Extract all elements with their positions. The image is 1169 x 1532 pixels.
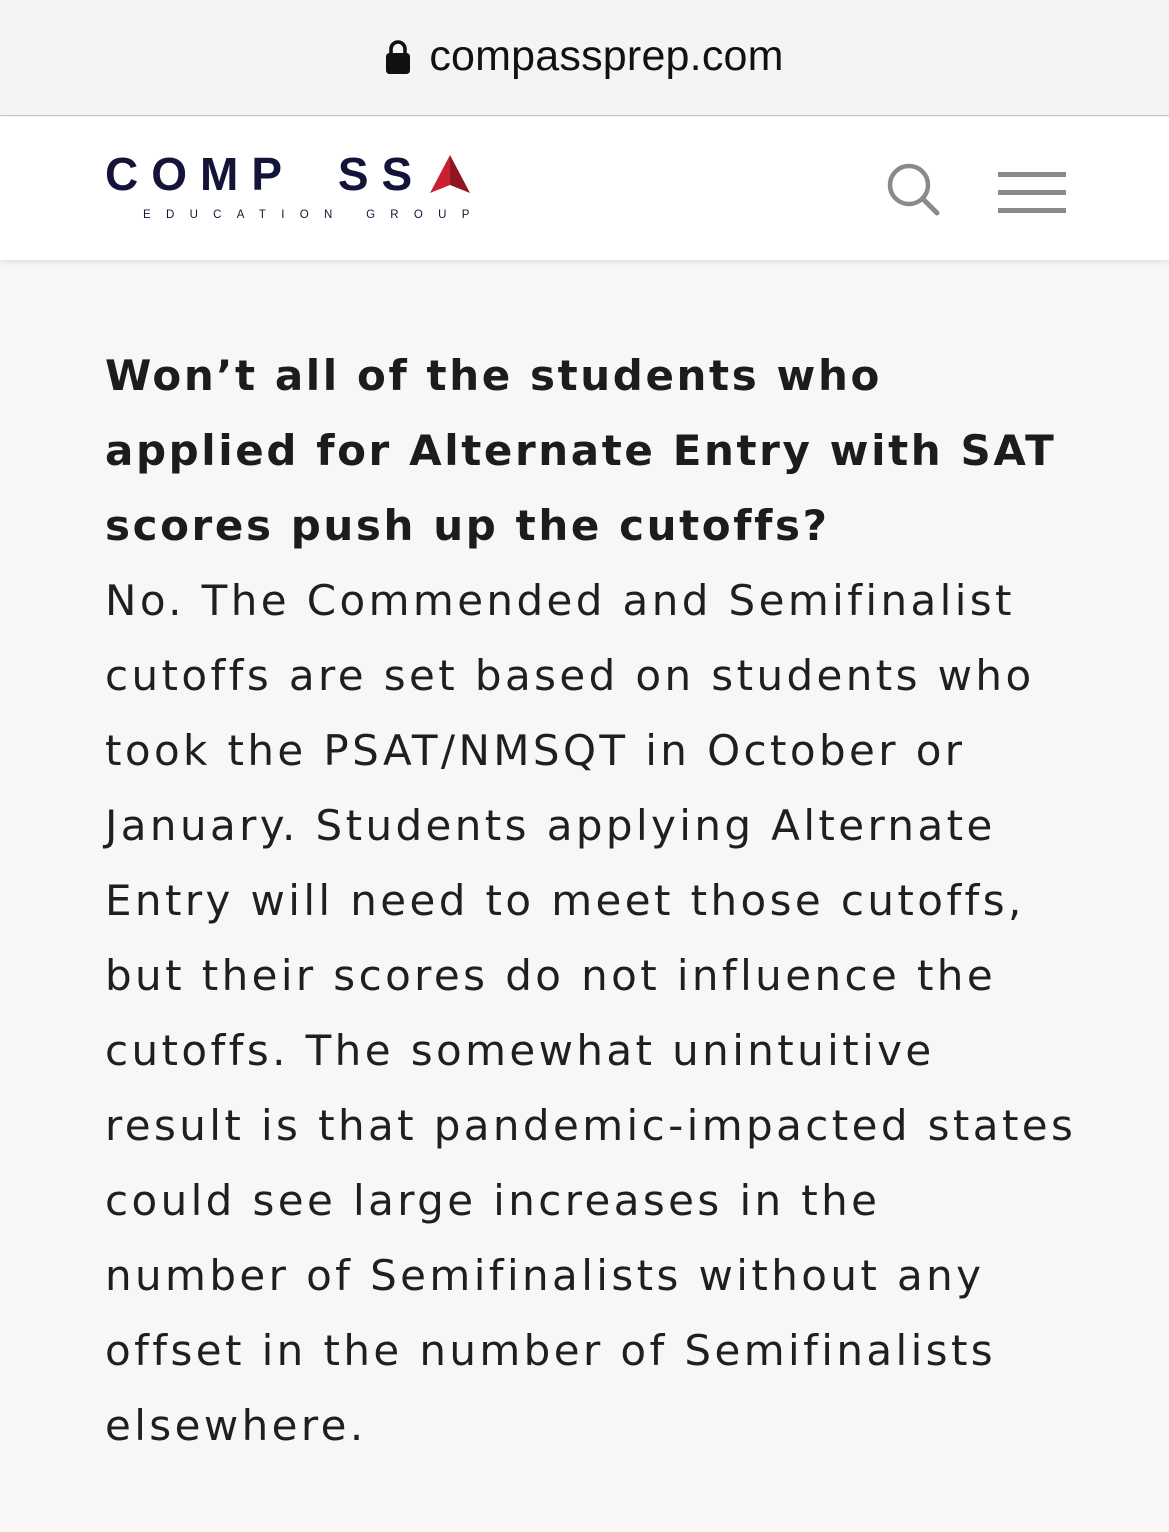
hamburger-menu-icon[interactable] <box>998 172 1066 216</box>
lock-icon <box>385 39 411 75</box>
site-header <box>0 117 1169 260</box>
logo-word-left: COMP <box>105 148 292 200</box>
menu-bar-bottom <box>998 208 1066 213</box>
article-content <box>105 338 1080 1463</box>
menu-bar-top <box>998 172 1066 177</box>
logo-triangle-icon <box>430 155 470 193</box>
menu-bar-middle <box>998 190 1066 195</box>
url-display[interactable] <box>0 28 1169 84</box>
browser-url-bar[interactable] <box>0 0 1169 116</box>
search-icon[interactable] <box>885 161 941 217</box>
logo-subtitle: EDUCATION GROUP <box>143 209 485 221</box>
logo-word-a <box>292 148 338 200</box>
faq-answer: No. The Commended and Semifinalist cutoffs are set based on students who took the PSAT/NMSQT in October or January. Students applying Alternate Entry will need to meet those cutoffs, but their scores do not influence the cutoffs. The somewhat unintuitive result is that pandemic-impacted states could see large increases in the number of Semifinalists without any offset in the number of Semifinalists elsewhere. <box>105 576 1077 1450</box>
logo-wordmark <box>105 148 426 200</box>
url-text: compassprep.com <box>429 31 784 80</box>
logo-word-right: SS <box>337 148 426 200</box>
faq-question: Won’t all of the students who applied for Alternate Entry with SAT scores push up the cutoffs? <box>105 351 1057 550</box>
compass-logo[interactable] <box>105 148 485 231</box>
